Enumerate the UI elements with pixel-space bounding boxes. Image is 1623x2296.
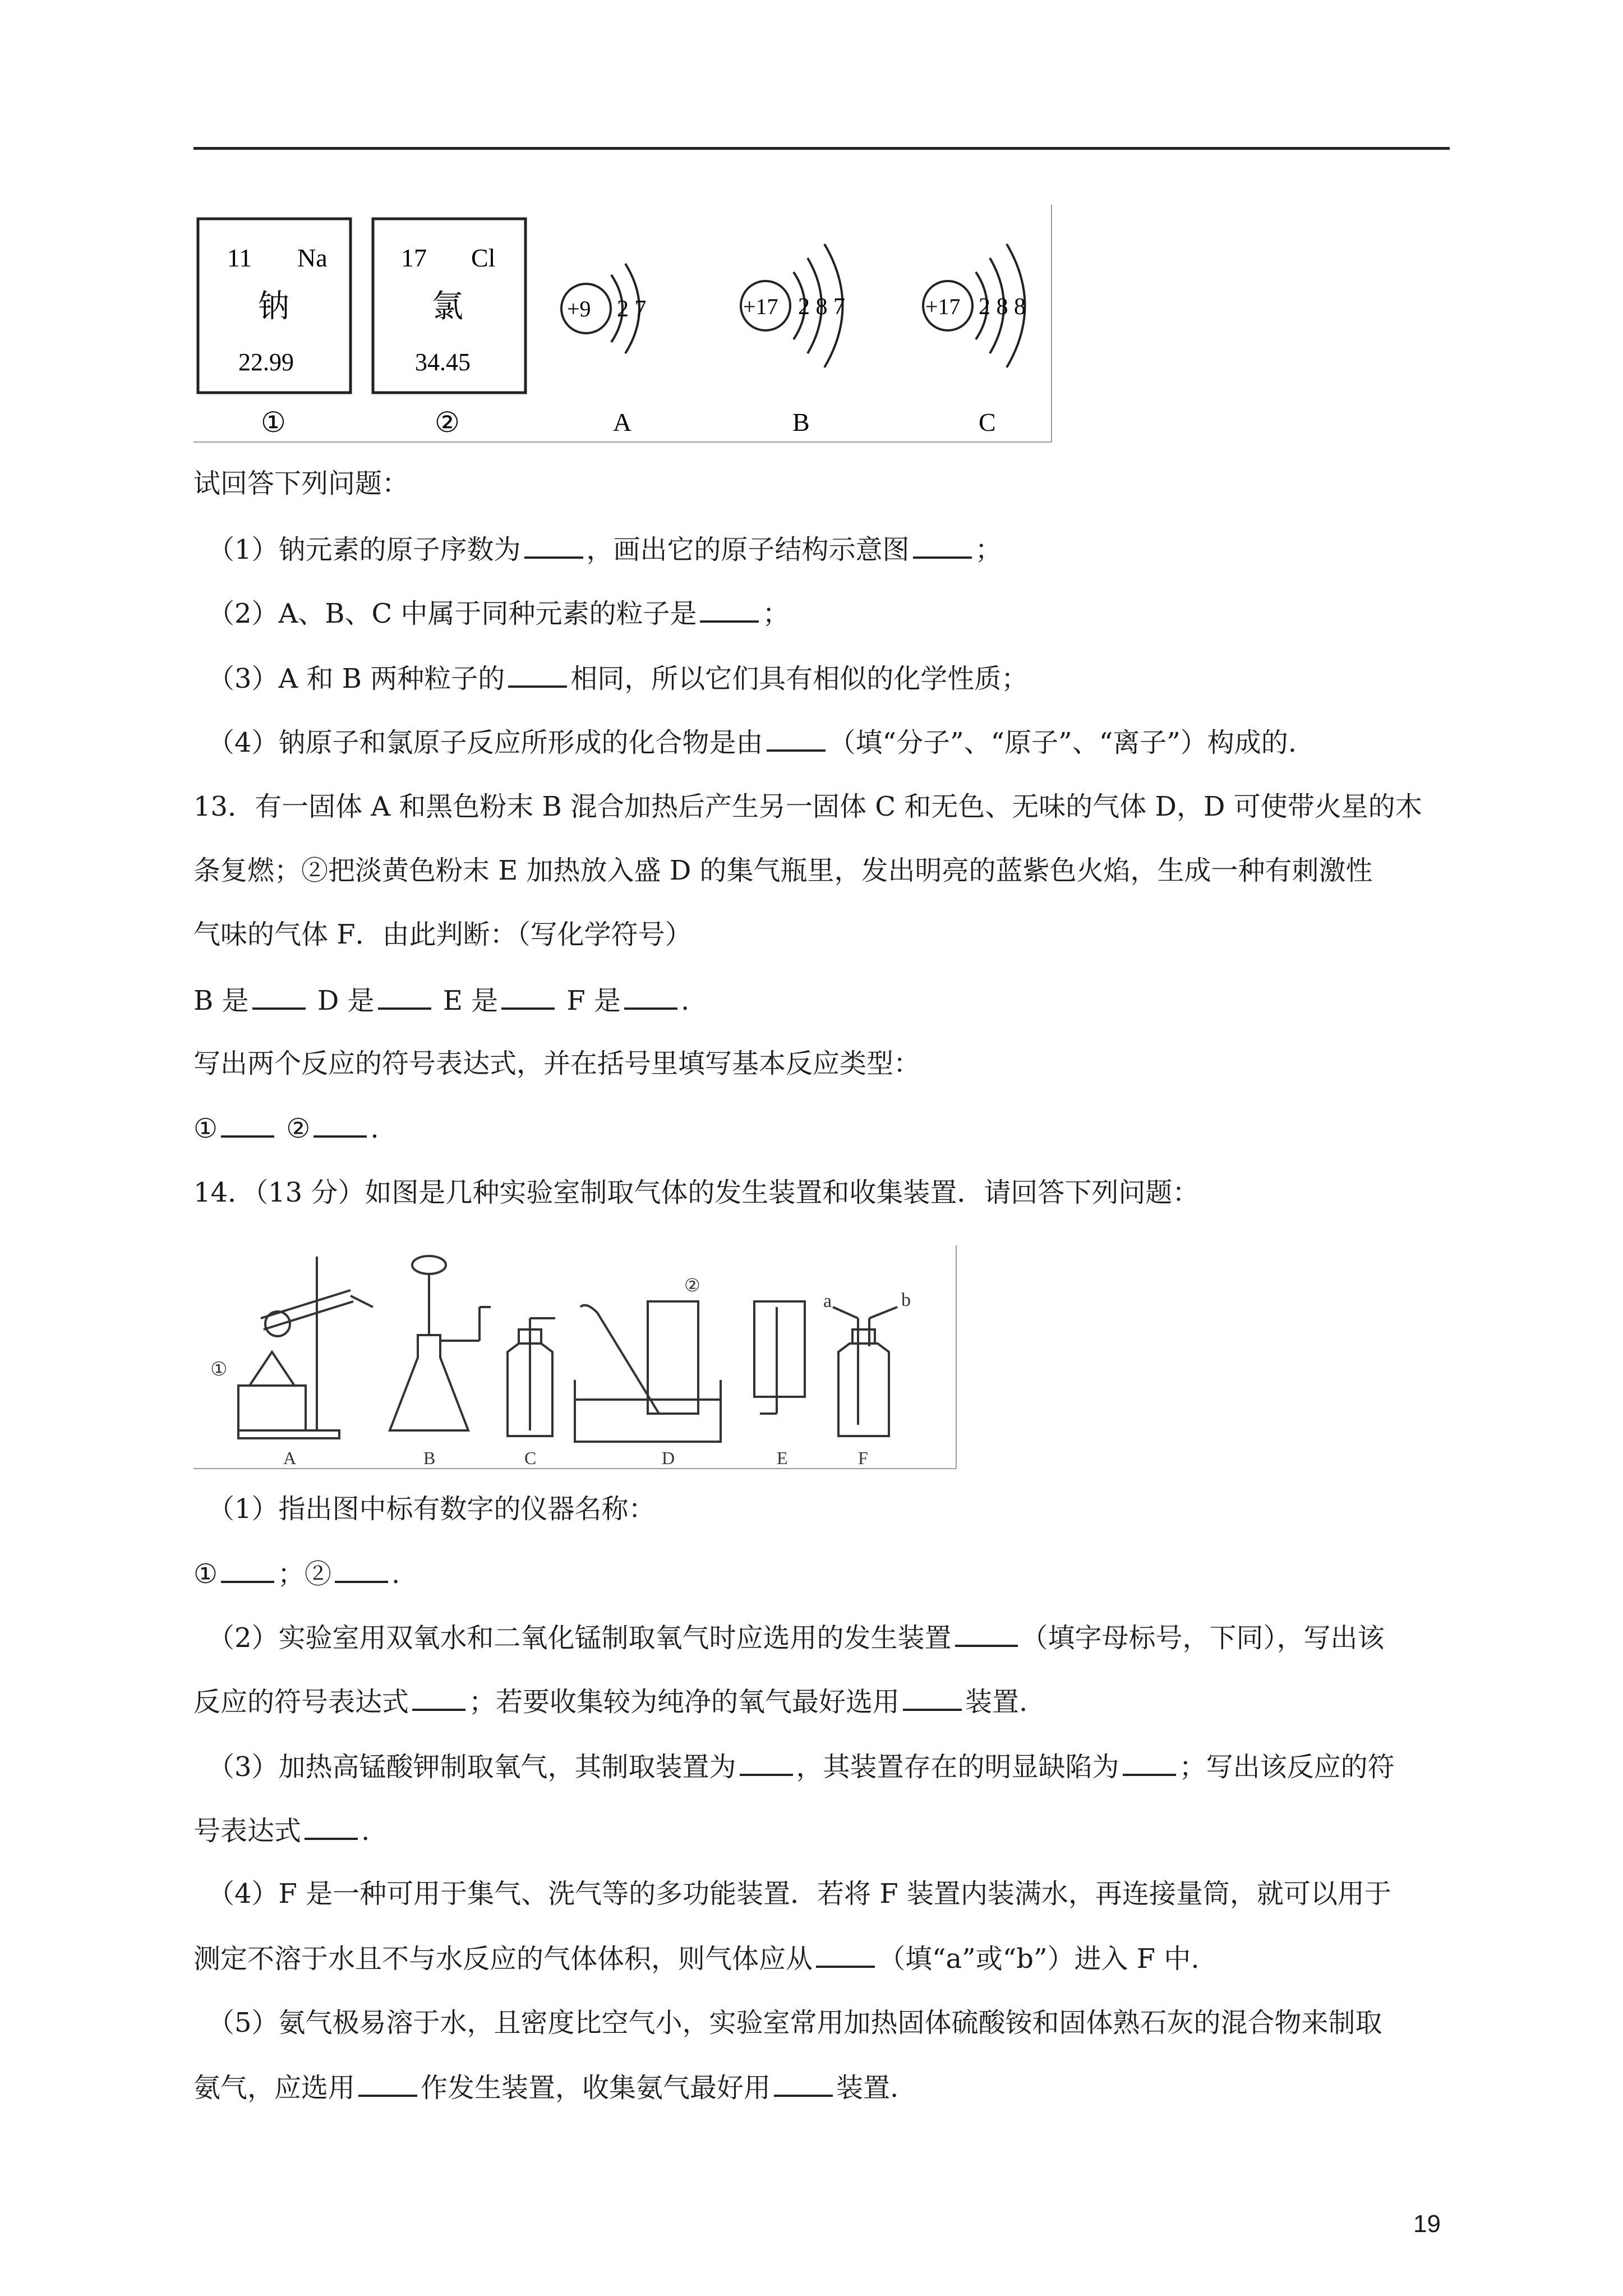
q13-equations: ① ② . [193,1111,379,1145]
label-c: C [524,1448,537,1468]
label-2: ② [435,407,460,438]
q12-part3: （3）A 和 B 两种粒子的 相同，所以它们具有相似的化学性质； [208,661,1028,696]
atomic-structure-figure [193,202,1057,443]
answer-blank[interactable] [221,1556,274,1583]
label-1: ① [261,407,286,438]
q14-s1: （1）指出图中标有数字的仪器名称： [208,1493,656,1525]
answer-blank[interactable] [313,1111,367,1138]
particle-a-nucleus: +9 [567,296,591,321]
answer-blank[interactable] [524,532,583,559]
answer-blank[interactable] [252,983,306,1010]
answer-blank[interactable] [221,1111,274,1138]
particle-c-shells: 2 8 8 [979,294,1026,320]
cl-symbol: Cl [471,243,496,272]
q13-line5: 写出两个反应的符号表达式，并在括号里填写基本反应类型： [193,1048,921,1079]
answer-blank[interactable] [358,2070,417,2097]
label-e: E [777,1448,788,1468]
q14-s2-line1: （2）实验室用双氧水和二氧化锰制取氧气时应选用的发生装置 （填字母标号，下同），写出该 [208,1620,1385,1655]
answer-blank[interactable] [913,532,972,559]
answer-blank[interactable] [774,2070,833,2097]
particle-b-nucleus: +17 [743,294,778,319]
intro-text: 试回答下列问题： [193,468,409,499]
label-f: F [858,1448,868,1468]
answer-blank[interactable] [955,1620,1018,1647]
q12-part4: （4）钠原子和氯原子反应所形成的化合物是由 （填“分子”、“原子”、“离子”）构成的. [208,725,1297,760]
cl-number: 17 [401,243,427,272]
answer-blank[interactable] [700,596,759,623]
label-a: A [283,1448,297,1468]
q14-s3-line1: （3）加热高锰酸钾制取氧气，其制取装置为 ，其装置存在的明显缺陷为 ；写出该反应的符 [208,1749,1395,1784]
answer-blank[interactable] [305,1813,358,1840]
mark-2: ② [684,1275,700,1295]
q13-line3: 气味的气体 F．由此判断：（写化学符号） [193,919,692,950]
q14-s4-line2: 测定不溶于水且不与水反应的气体体积，则气体应从 （填“a”或“b”）进入 F 中. [193,1941,1200,1976]
lab-apparatus-figure [193,1245,962,1470]
answer-blank[interactable] [740,1749,793,1776]
q14-s5-line1: （5）氨气极易溶于水，且密度比空气小，实验室常用加热固体硫酸铵和固体熟石灰的混合物来制取 [208,2007,1382,2039]
q14-s4-line1: （4）F 是一种可用于集气、洗气等的多功能装置．若将 F 装置内装满水，再连接量筒，就可以用于 [208,1878,1391,1910]
answer-blank[interactable] [816,1941,875,1968]
cl-name: 氯 [432,289,463,324]
label-b: B [423,1448,436,1468]
na-number: 11 [227,243,252,272]
particle-b-label: B [792,408,810,436]
q12-part2: （2）A、B、C 中属于同种元素的粒子是 ； [208,596,789,631]
particle-a-shells: 2 7 [617,296,647,322]
mark-a: a [823,1291,832,1312]
mark-1: ① [210,1359,228,1380]
q12-part1: （1）钠元素的原子序数为 ，画出它的原子结构示意图 ； [208,532,1002,567]
q14-s3-line2: 号表达式 . [193,1813,370,1848]
q14-s2-line2: 反应的符号表达式 ；若要收集较为纯净的氧气最好选用 装置. [193,1684,1027,1719]
answer-blank[interactable] [624,983,677,1010]
q14-s1-answers: ① ；② . [193,1556,400,1591]
na-name: 钠 [258,289,289,324]
q14-title: 14．（13 分）如图是几种实验室制取气体的发生装置和收集装置．请回答下列问题： [193,1177,1200,1208]
particle-c-nucleus: +17 [925,294,961,319]
answer-blank[interactable] [767,725,826,752]
particle-b-shells: 2 8 7 [798,294,845,320]
q14-s5-line2: 氨气，应选用 作发生装置，收集氨气最好用 装置. [193,2070,898,2105]
na-symbol: Na [297,243,328,272]
particle-a-label: A [613,408,632,436]
q13-line1: 13．有一固体 A 和黑色粉末 B 混合加热后产生另一固体 C 和无色、无味的气体 D，D 可使带火星的木 [193,791,1422,822]
mark-b: b [901,1290,911,1310]
answer-blank[interactable] [412,1684,465,1711]
answer-blank[interactable] [903,1684,962,1711]
answer-blank[interactable] [1123,1749,1176,1776]
answer-blank[interactable] [335,1556,388,1583]
answer-blank[interactable] [508,661,567,688]
q13-answers: B 是 D 是 E 是 F 是 . [193,983,689,1018]
page-number: 19 [1413,2210,1441,2238]
label-d: D [662,1448,675,1468]
answer-blank[interactable] [378,983,431,1010]
particle-c-label: C [979,408,996,436]
answer-blank[interactable] [501,983,555,1010]
q13-line2: 条复燃；②把淡黄色粉末 E 加热放入盛 D 的集气瓶里，发出明亮的蓝紫色火焰，生成一种有刺激性 [193,855,1373,886]
header-rule [193,147,1450,150]
cl-mass: 34.45 [415,348,471,376]
na-mass: 22.99 [238,348,294,376]
